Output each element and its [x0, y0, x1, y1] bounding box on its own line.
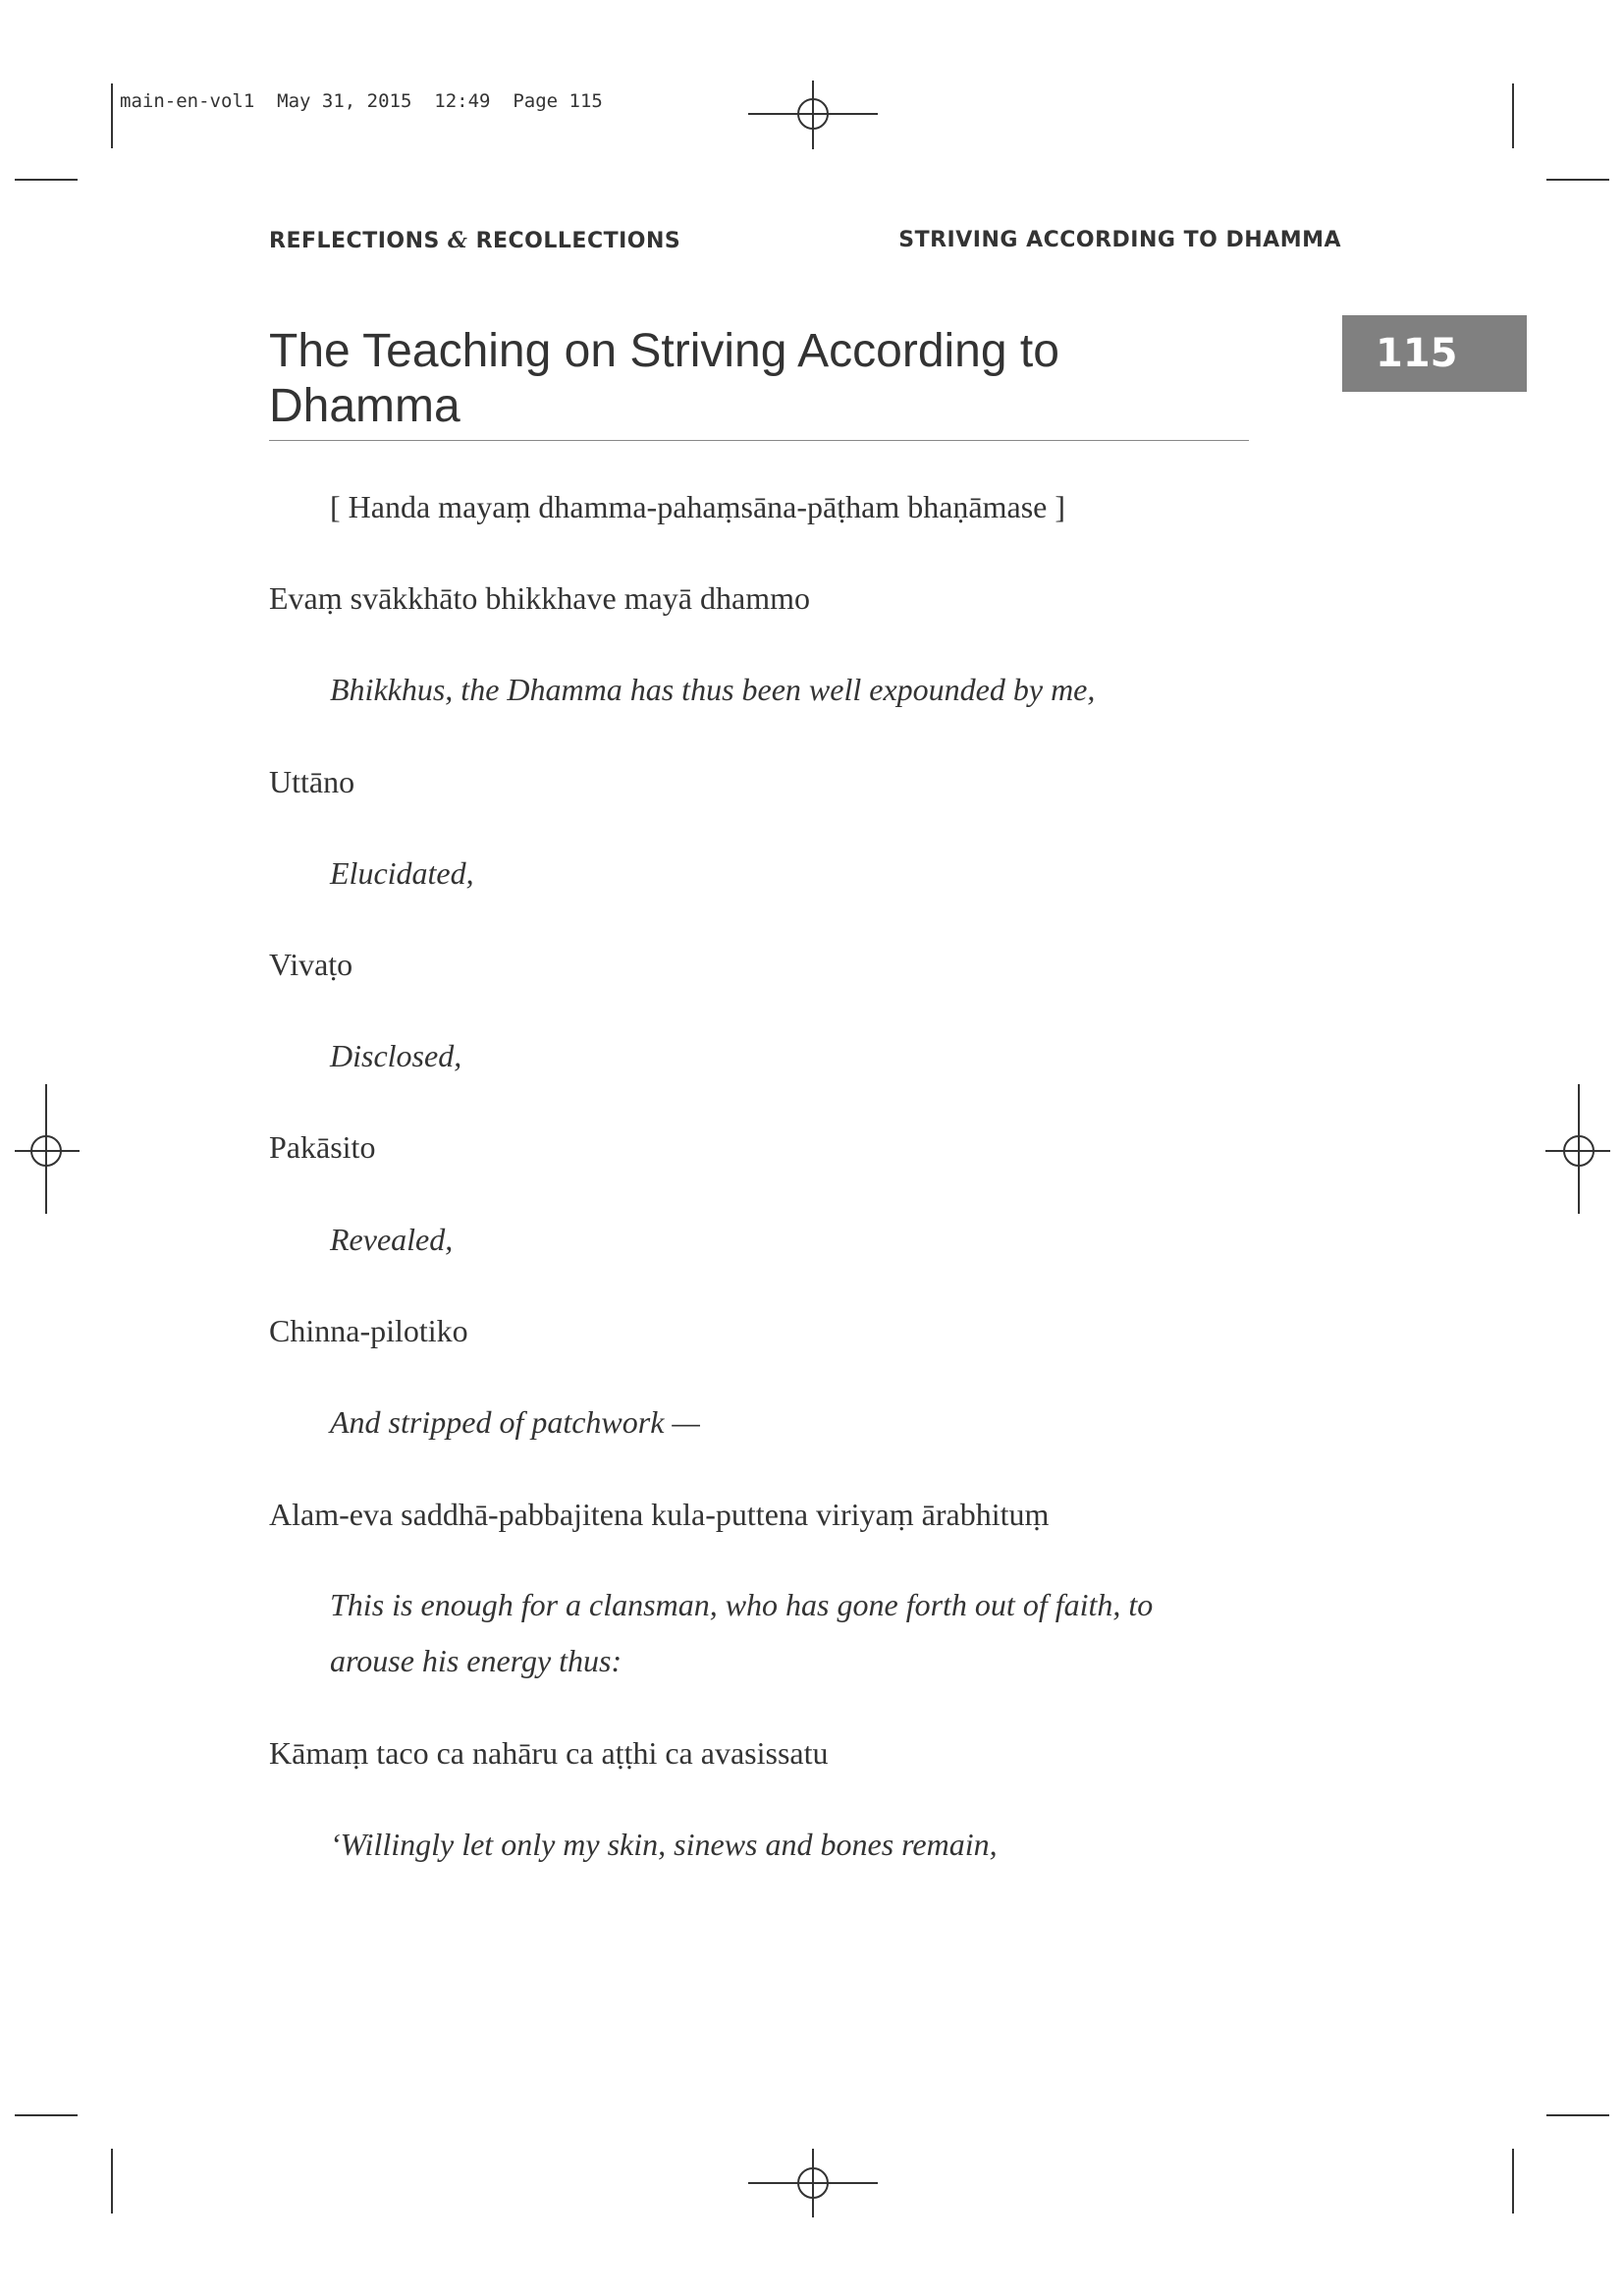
page-title: The Teaching on Striving According to Dhamma: [269, 324, 1249, 441]
crop-mark-bottom-left-horizontal: [15, 2114, 78, 2116]
translation-line: Revealed,: [330, 1222, 454, 1257]
translation-line: And stripped of patchwork —: [330, 1404, 700, 1440]
pali-line: Chinna-pilotiko: [269, 1313, 468, 1348]
pali-line: Pakāsito: [269, 1129, 376, 1165]
crop-mark-top-left-horizontal: [15, 179, 78, 181]
crop-mark-top-right-vertical: [1512, 83, 1514, 148]
translation-line: This is enough for a clansman, who has gone forth out of faith, to arouse his energy thus:: [330, 1587, 1154, 1678]
pali-line: Alam-eva saddhā-pabbajitena kula-puttena viriyaṃ ārabhituṃ: [269, 1497, 1050, 1532]
pali-line: Vivaṭo: [269, 947, 353, 982]
running-head-book-title: REFLECTIONS & RECOLLECTIONS: [269, 228, 681, 253]
page-number-badge: 115: [1342, 315, 1527, 392]
pali-line: Kāmaṃ taco ca nahāru ca aṭṭhi ca avasissatu: [269, 1735, 829, 1771]
running-head-section-title: STRIVING ACCORDING TO DHAMMA: [898, 228, 1341, 252]
translation-line: Bhikkhus, the Dhamma has thus been well expounded by me,: [330, 672, 1096, 707]
crop-mark-bottom-right-horizontal: [1546, 2114, 1609, 2116]
print-slug: main-en-vol1 May 31, 2015 12:49 Page 115: [120, 90, 603, 112]
crop-mark-top-left-vertical: [111, 83, 113, 148]
translation-line: ‘Willingly let only my skin, sinews and bones remain,: [330, 1827, 998, 1862]
chant-heading: [ Handa mayaṃ dhamma-pahaṃsāna-pāṭham bhaṇāmase ]: [330, 489, 1066, 524]
pali-line: Uttāno: [269, 764, 355, 799]
pali-line: Evaṃ svākkhāto bhikkhave mayā dhammo: [269, 580, 810, 616]
translation-line: Elucidated,: [330, 855, 474, 891]
crop-mark-top-right-horizontal: [1546, 179, 1609, 181]
crop-mark-bottom-left-vertical: [111, 2149, 113, 2214]
crop-mark-bottom-right-vertical: [1512, 2149, 1514, 2214]
translation-line: Disclosed,: [330, 1038, 462, 1073]
